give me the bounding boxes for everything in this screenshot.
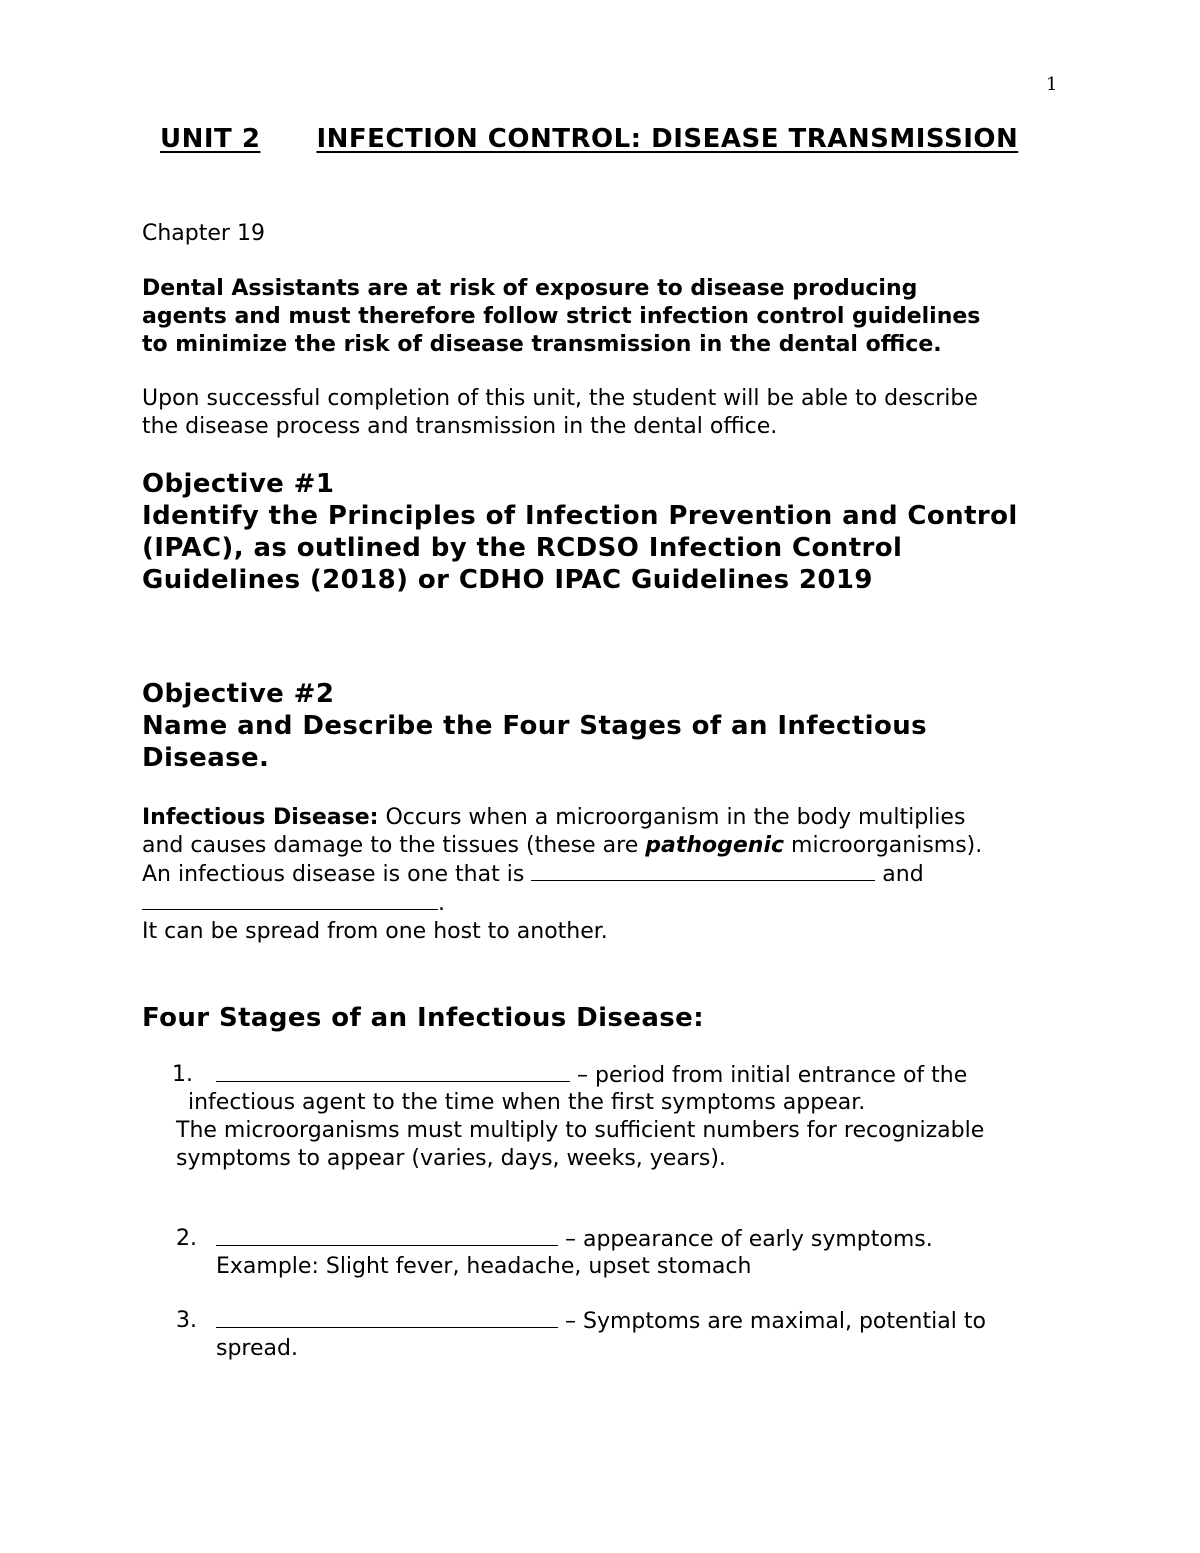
- objective-2-line: Name and Describe the Four Stages of an Infectious: [142, 711, 928, 741]
- stage-item: [216, 1061, 967, 1090]
- stage-continuation: Example: Slight fever, headache, upset stomach: [216, 1254, 752, 1279]
- objective-2-label: Objective #2: [142, 679, 335, 709]
- unit-label: UNIT 2: [160, 124, 261, 154]
- intro-line: agents and must therefore follow strict infection control guidelines: [142, 304, 981, 329]
- stage-continuation: spread.: [216, 1336, 298, 1361]
- definition-text: Occurs when a microorganism in the body multiplies: [378, 805, 966, 830]
- stage-item: [176, 1307, 197, 1335]
- stage-continuation: The microorganisms must multiply to sufficient numbers for recognizable: [176, 1118, 985, 1143]
- stage-continuation: symptoms to appear (varies, days, weeks, years).: [176, 1146, 726, 1171]
- fill-in-blank[interactable]: [531, 860, 875, 881]
- intro-line: to minimize the risk of disease transmission in the dental office.: [142, 332, 942, 357]
- definition-text: An infectious disease is one that is: [142, 862, 532, 887]
- stage-number: 3.: [176, 1308, 197, 1333]
- fill-in-blank[interactable]: [216, 1225, 558, 1246]
- fill-in-blank[interactable]: [216, 1061, 570, 1082]
- stage-item: [216, 1225, 933, 1254]
- stage-continuation: infectious agent to the time when the first symptoms appear.: [188, 1090, 866, 1115]
- definition-text: and causes damage to the tissues (these are: [142, 833, 646, 858]
- stage-item: [172, 1061, 193, 1089]
- stage-item: [176, 1225, 197, 1253]
- stage-description: – period from initial entrance of the: [570, 1063, 968, 1088]
- infectious-disease-term: Infectious Disease:: [142, 805, 379, 830]
- definition-text: .: [438, 891, 445, 916]
- unit-title-text: INFECTION CONTROL: DISEASE TRANSMISSION: [316, 124, 1019, 154]
- completion-line: Upon successful completion of this unit, the student will be able to describe: [142, 386, 978, 411]
- unit-title: [160, 124, 1018, 154]
- pathogenic-term: pathogenic: [645, 833, 785, 858]
- fill-in-blank[interactable]: [142, 889, 438, 910]
- stage-number: 2.: [176, 1226, 197, 1251]
- objective-1-line: (IPAC), as outlined by the RCDSO Infection Control: [142, 533, 903, 563]
- intro-line: Dental Assistants are at risk of exposure to disease producing: [142, 276, 918, 301]
- infectious-disease-definition: [142, 804, 982, 946]
- objective-2-line: Disease.: [142, 743, 270, 773]
- stages-heading: Four Stages of an Infectious Disease:: [142, 1003, 704, 1033]
- stage-description: – Symptoms are maximal, potential to: [558, 1309, 986, 1334]
- objective-1: [142, 468, 1018, 596]
- stage-description: – appearance of early symptoms.: [558, 1227, 933, 1252]
- stage-number: 1.: [172, 1062, 193, 1087]
- chapter-label: Chapter 19: [142, 221, 265, 246]
- definition-text: and: [875, 862, 924, 887]
- objective-1-line: Identify the Principles of Infection Prevention and Control: [142, 501, 1018, 531]
- fill-in-blank[interactable]: [216, 1307, 558, 1328]
- objective-2: [142, 678, 927, 774]
- definition-text: It can be spread from one host to another.: [142, 919, 608, 944]
- completion-line: the disease process and transmission in the dental office.: [142, 414, 778, 439]
- page-number: 1: [1046, 74, 1058, 95]
- objective-1-line: Guidelines (2018) or CDHO IPAC Guidelines 2019: [142, 565, 873, 595]
- stage-item: [216, 1307, 986, 1336]
- definition-text: microorganisms).: [784, 833, 983, 858]
- intro-paragraph: [142, 275, 980, 359]
- completion-paragraph: [142, 385, 978, 441]
- objective-1-label: Objective #1: [142, 469, 335, 499]
